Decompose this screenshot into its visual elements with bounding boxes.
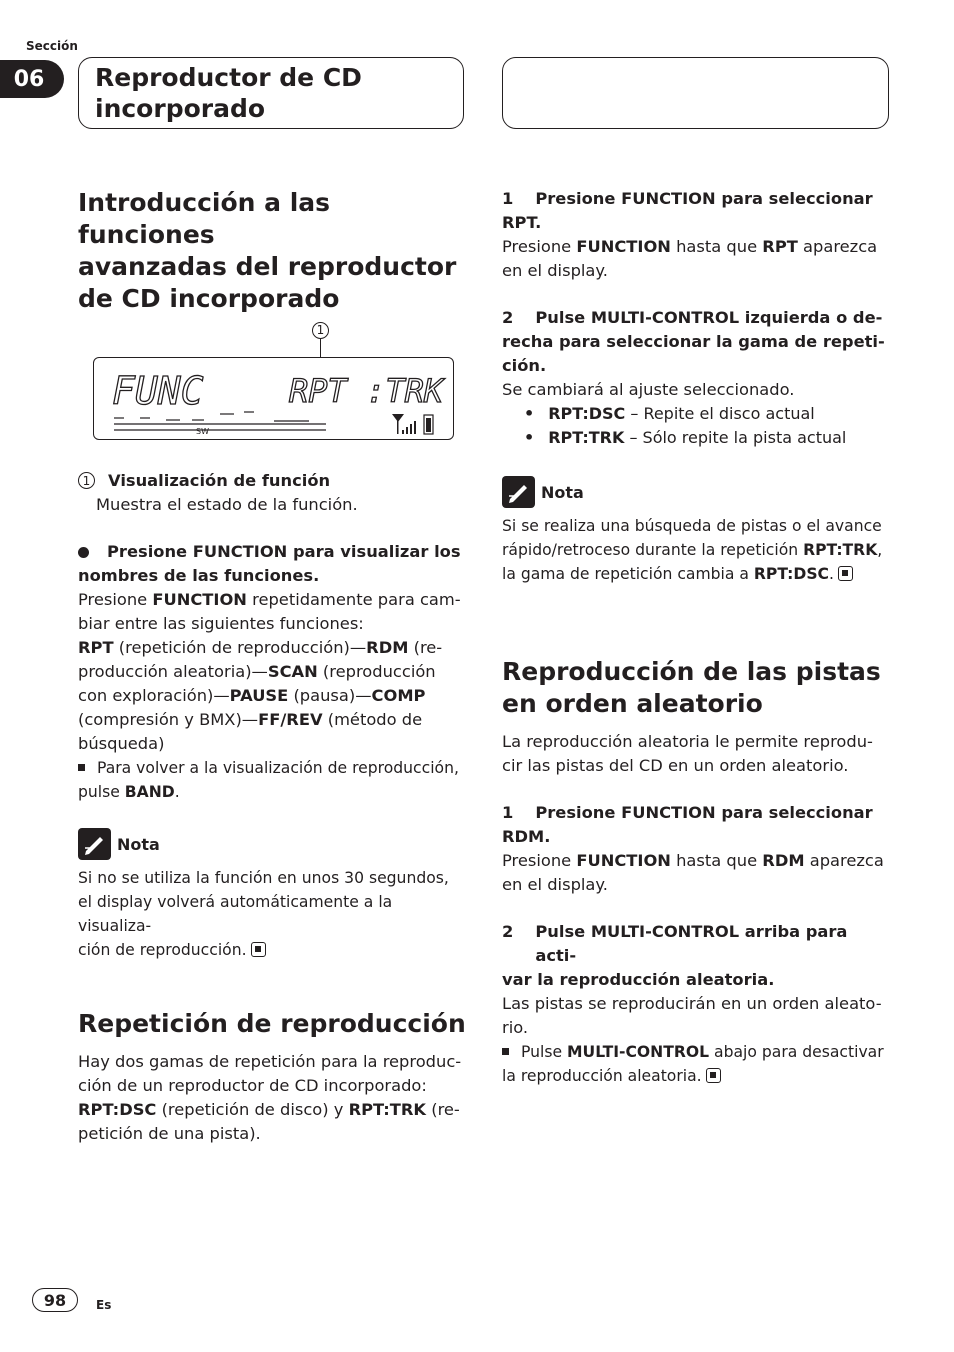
band-note: Para volver a la visualización de reproducción, pulse BAND. xyxy=(78,759,459,801)
repeat-title: Repetición de reproducción xyxy=(78,1009,466,1038)
lcd-display-graphic xyxy=(94,358,452,438)
legend-description: Muestra el estado de la función. xyxy=(96,495,358,514)
square-bullet-icon xyxy=(78,764,85,771)
lcd-level-bars xyxy=(114,412,326,430)
empty-header-box xyxy=(502,57,889,129)
step-2-number: 2 xyxy=(502,308,514,327)
end-mark-icon xyxy=(251,942,266,957)
section-number-tab: 06 xyxy=(0,60,64,98)
repeat-section: Repetición de reproducción Hay dos gamas de repetición para la reproduc- ción de un reproductor de CD incorporado: RPT:DSC (repetición de disco) y RPT:TRK (re- petición de una pista). xyxy=(78,1009,466,1143)
left-note xyxy=(78,828,466,962)
chapter-title-line-2: incorporado xyxy=(95,94,266,123)
pencil-note-icon xyxy=(502,476,535,508)
legend xyxy=(78,469,466,517)
lcd-right-text: RPT :TRK xyxy=(289,372,444,410)
legend-number: 1 xyxy=(78,472,95,489)
lcd-display xyxy=(93,357,454,440)
left-note-line-3: ción de reproducción. xyxy=(78,941,247,959)
option-rpt-trk: • RPT:TRK – Sólo repite la pista actual xyxy=(524,428,847,447)
right-note: Nota Si se realiza una búsqueda de pistas o el avance rápido/retroceso durante la repetición RPT:TRK, la gama de repetición cambia a RPT:DSC. xyxy=(502,476,890,586)
pencil-note-icon xyxy=(78,828,111,860)
chapter-title-box xyxy=(78,57,464,129)
callout-number: 1 xyxy=(312,322,329,339)
lcd-left-text: FUNC xyxy=(112,369,204,413)
left-note-line-1: Si no se utiliza la función en unos 30 segundos, xyxy=(78,869,449,887)
random-title-line-1: Reproducción de las pistas xyxy=(502,657,881,686)
random-section: Reproducción de las pistas en orden aleatorio La reproducción aleatoria le permite reprodu- cir las pistas del CD en un orden aleatorio. 1 Presione FUNCTION para seleccionar RDM. Presione FUNCTION hasta que RDM aparezca en el display. 2 Pulse MULTI-CONTROL arriba para acti- var la reproducción aleatoria. Las pistas se reproducirán en un orden aleato- rio. Pulse MULTI-CONTROL abajo para desactivar la reproducción aleatoria. xyxy=(502,656,890,1088)
battery-icon xyxy=(424,415,433,434)
chapter-title-line-1: Reproductor de CD xyxy=(95,63,362,92)
step-1-number: 1 xyxy=(502,189,514,208)
lcd-sw-label: SW xyxy=(196,427,209,436)
right-note-label: Nota xyxy=(541,482,584,502)
intro-title-line-2: avanzadas del reproductor xyxy=(78,252,457,281)
end-mark-icon xyxy=(706,1068,721,1083)
intro-title-line-1: Introducción a las funciones xyxy=(78,188,331,249)
end-mark-icon xyxy=(838,566,853,581)
random-title-line-2: en orden aleatorio xyxy=(502,689,763,718)
square-bullet-icon xyxy=(502,1048,509,1055)
left-note-line-2: el display volverá automáticamente a la visualiza- xyxy=(78,893,393,935)
rpt-steps: 1 Presione FUNCTION para seleccionar RPT. Presione FUNCTION hasta que RPT aparezca en el display. 2 Pulse MULTI-CONTROL izquierda o de- recha para seleccionar la gama de repeti- ción. Se cambiará al ajuste seleccionado. • RPT:DSC – Repite el disco actual • RPT:TRK – Sólo repite la pista actual xyxy=(502,187,890,450)
functions-step-line-2: nombres de las funciones. xyxy=(78,566,320,585)
intro-title-line-3: de CD incorporado xyxy=(78,284,340,313)
random-step-2-number: 2 xyxy=(502,922,514,941)
functions-step xyxy=(78,540,466,804)
legend-title: Visualización de función xyxy=(108,471,331,490)
signal-strength-icon xyxy=(392,414,416,434)
random-step-1-number: 1 xyxy=(502,803,514,822)
option-rpt-dsc: • RPT:DSC – Repite el disco actual xyxy=(524,404,815,423)
language-code: Es xyxy=(96,1298,112,1312)
bullet-dot-icon xyxy=(78,547,89,558)
section-label: Sección xyxy=(26,39,78,53)
functions-paragraph: Presione FUNCTION repetidamente para cam- biar entre las siguientes funciones: RPT (repetición de reproducción)—RDM (re- producción aleatoria)—SCAN (reproducción con exploración)—PAUSE (pausa)—COMP (compresión y BMX)—FF/REV (método de búsqueda) xyxy=(78,590,461,753)
page-number: 98 xyxy=(32,1288,78,1312)
callout-marker xyxy=(312,319,329,339)
intro-heading xyxy=(78,187,466,315)
left-note-label: Nota xyxy=(117,834,160,854)
functions-step-line-1: Presione FUNCTION para visualizar los xyxy=(107,542,461,561)
